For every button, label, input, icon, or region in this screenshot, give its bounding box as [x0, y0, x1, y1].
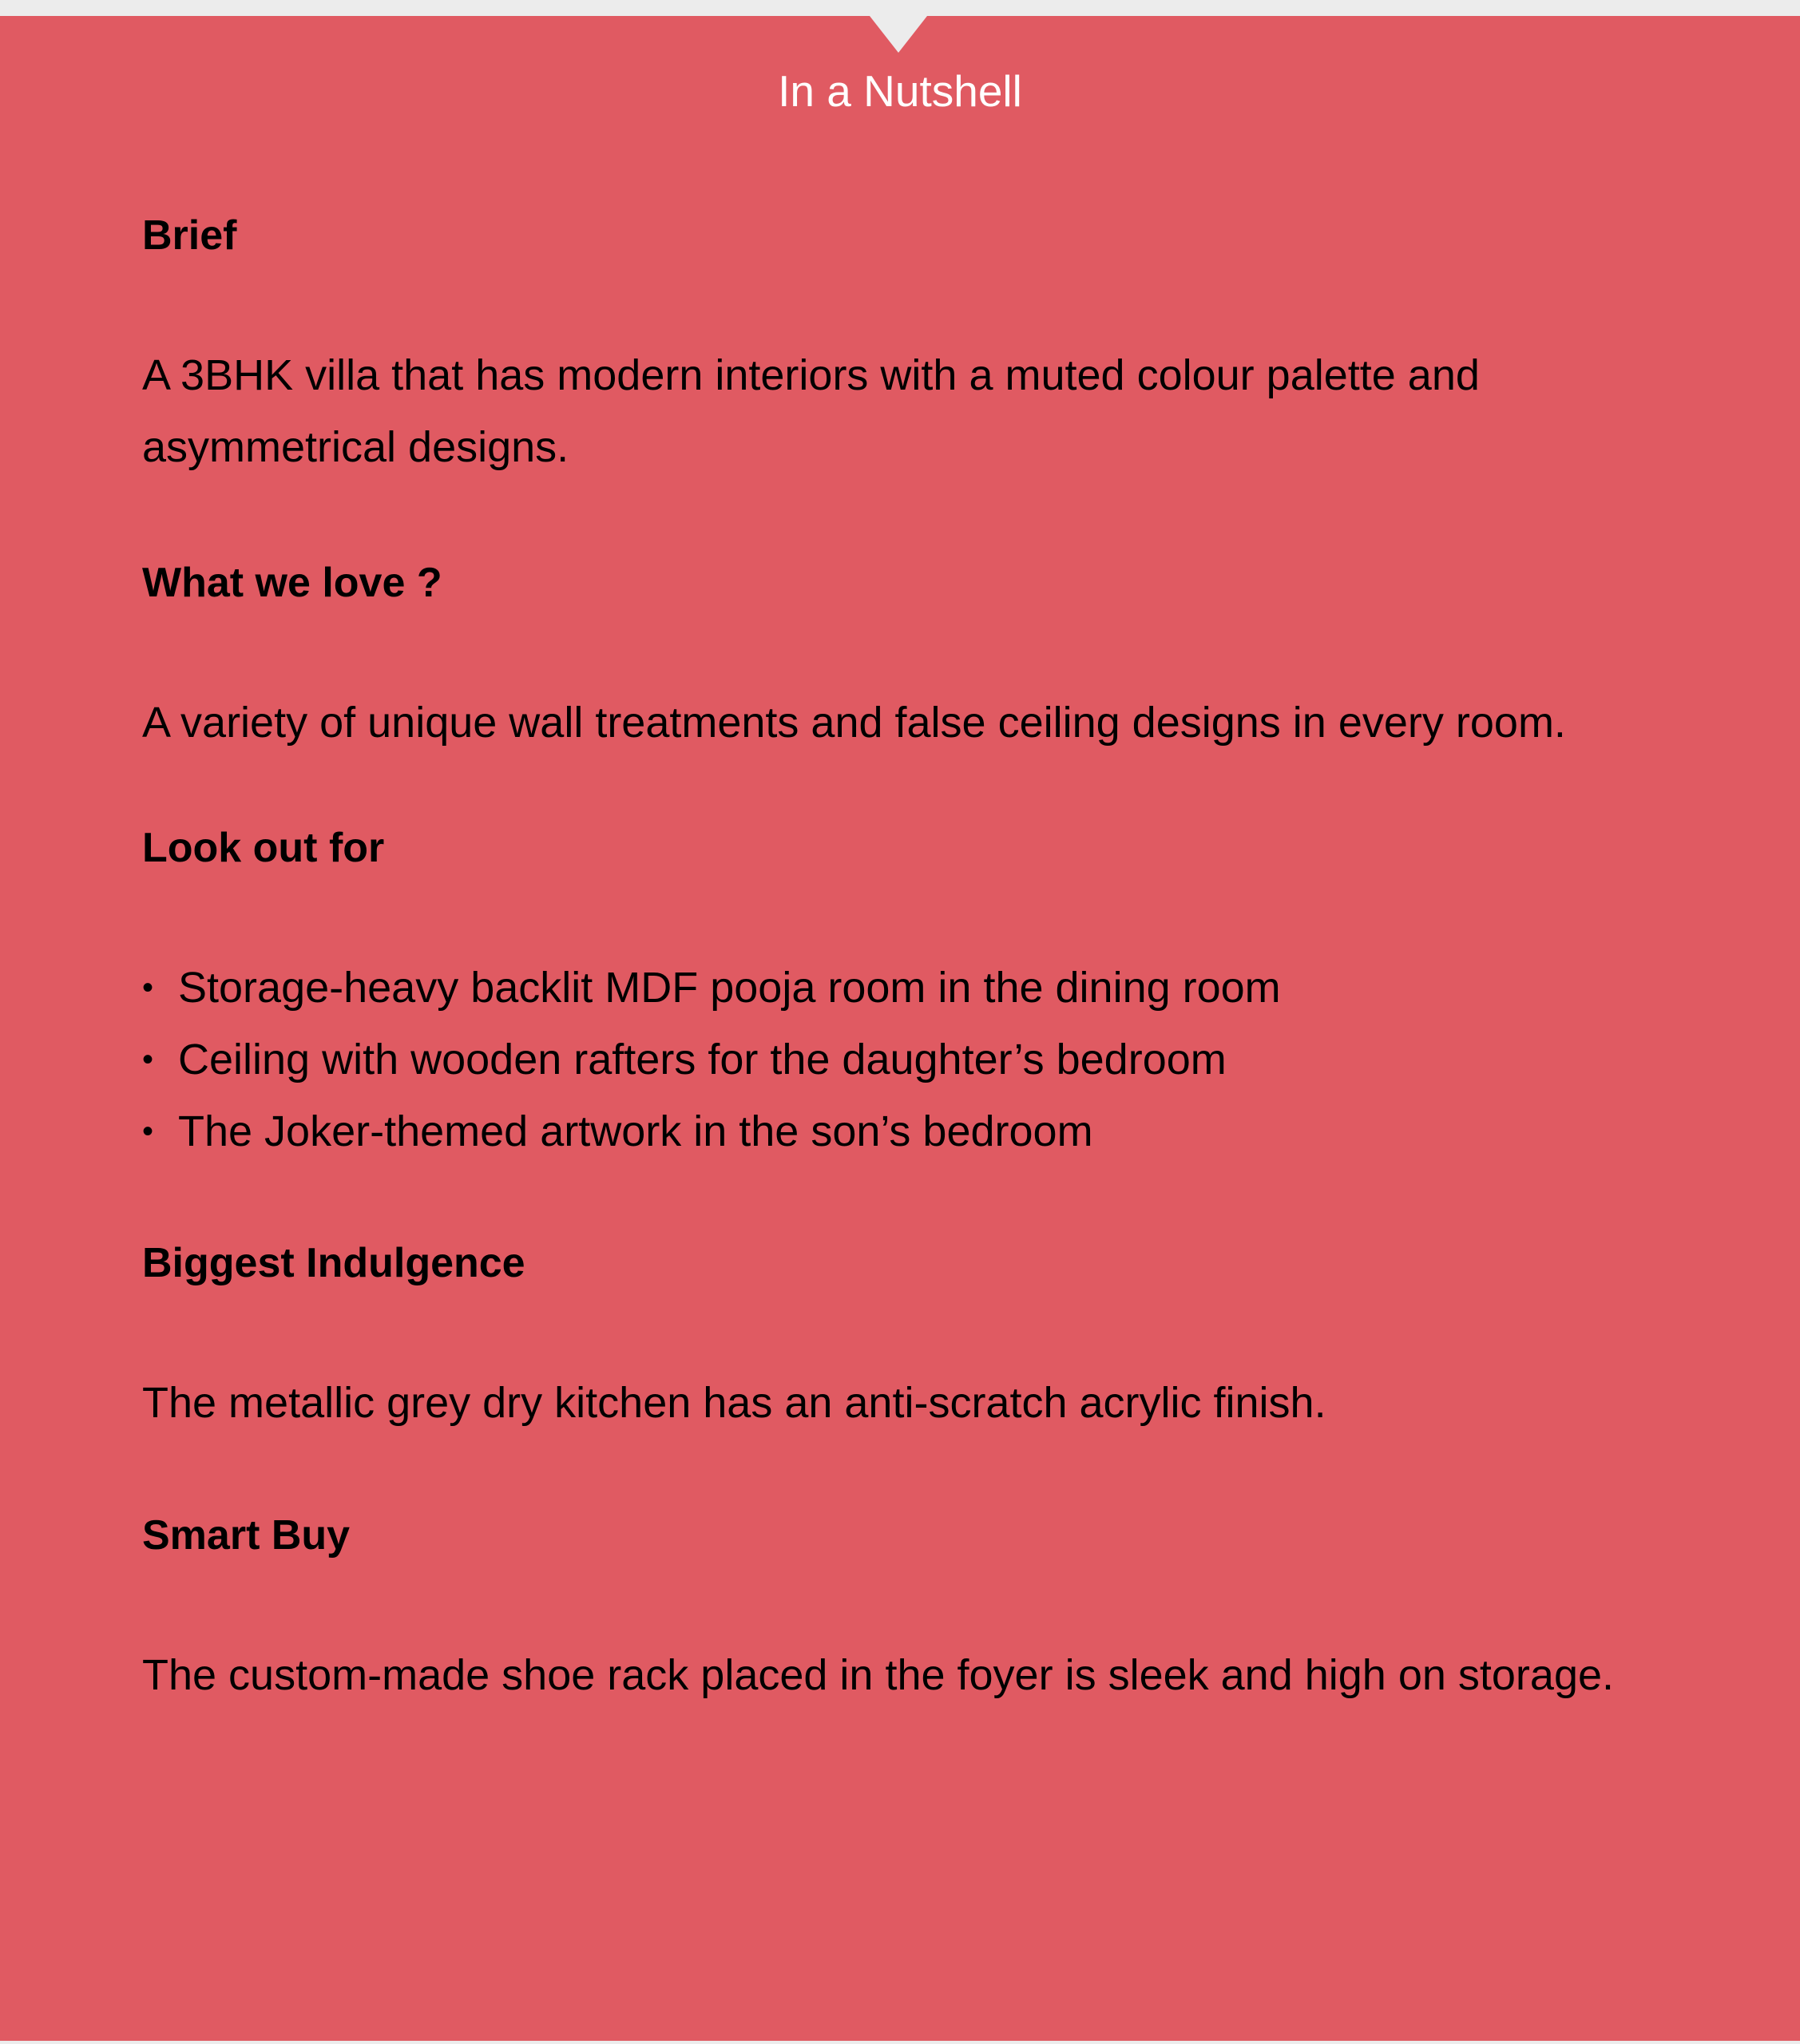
- list-item-text: Storage-heavy backlit MDF pooja room in the dining room: [178, 964, 1281, 1012]
- section-brief: [142, 208, 1707, 483]
- section-heading: Smart Buy: [142, 1512, 351, 1559]
- section-heading: Look out for: [142, 825, 385, 871]
- bullet-icon: •: [142, 970, 154, 1005]
- top-strip: [0, 0, 1800, 16]
- bullet-icon: •: [142, 1042, 154, 1077]
- list-item: [142, 952, 1707, 1024]
- section-text: The custom-made shoe rack placed in the foyer is sleek and high on storage.: [142, 1651, 1615, 1699]
- section-text: A 3BHK villa that has modern interiors with a muted colour palette and asymmetrical designs.: [142, 351, 1480, 471]
- section-look-out-for: [142, 820, 1707, 1167]
- section-text: The metallic grey dry kitchen has an anti-scratch acrylic finish.: [142, 1379, 1326, 1427]
- list-item: [142, 1024, 1707, 1095]
- section-what-we-love: [142, 555, 1707, 759]
- list-item-text: The Joker-themed artwork in the son’s bedroom: [178, 1107, 1093, 1155]
- section-biggest-indulgence: [142, 1235, 1707, 1439]
- section-text: A variety of unique wall treatments and false ceiling designs in every room.: [142, 699, 1566, 747]
- list-item: [142, 1095, 1707, 1167]
- notch-pointer-icon: [870, 16, 927, 53]
- section-smart-buy: [142, 1507, 1707, 1711]
- panel-title: In a Nutshell: [778, 66, 1022, 116]
- bullet-icon: •: [142, 1114, 154, 1149]
- section-heading: Biggest Indulgence: [142, 1240, 525, 1286]
- section-heading: What we love ?: [142, 560, 442, 606]
- look-out-list: [142, 952, 1707, 1167]
- section-heading: Brief: [142, 212, 237, 259]
- list-item-text: Ceiling with wooden rafters for the daughter’s bedroom: [178, 1036, 1227, 1083]
